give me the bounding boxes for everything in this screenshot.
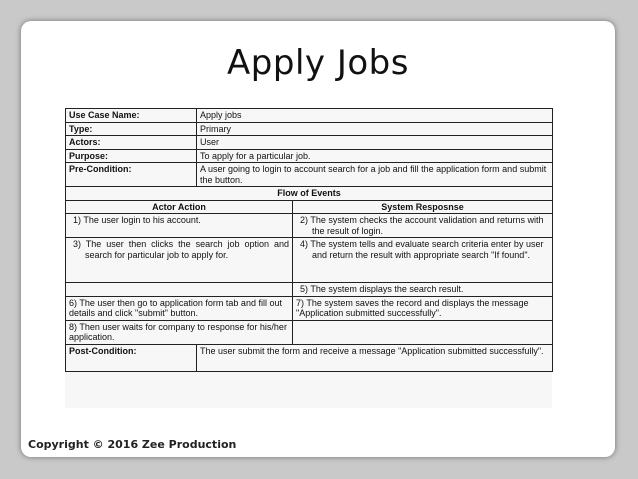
purpose-label: Purpose: xyxy=(66,149,197,163)
system-step-7: 7) The system saves the record and displays the message "Application submitted successfully". xyxy=(293,296,553,320)
slide-title: Apply Jobs xyxy=(227,43,409,83)
postcondition-label: Post-Condition: xyxy=(66,344,197,371)
table-row xyxy=(66,109,553,123)
type-label: Type: xyxy=(66,122,197,136)
actors-label: Actors: xyxy=(66,136,197,150)
use-case-name-value: Apply jobs xyxy=(197,109,553,123)
use-case-name-label: Use Case Name: xyxy=(66,109,197,123)
table-row xyxy=(66,163,553,187)
table-row xyxy=(66,187,553,201)
actor-step-empty xyxy=(66,283,293,297)
copyright-footer: Copyright © 2016 Zee Production xyxy=(28,438,237,451)
actors-value: User xyxy=(197,136,553,150)
actor-action-header: Actor Action xyxy=(66,200,293,214)
table-row xyxy=(66,122,553,136)
system-step-4: 4) The system tells and evaluate search criteria enter by user and return the result with appropriate search "If found". xyxy=(293,238,553,283)
table-row xyxy=(66,238,553,283)
type-value: Primary xyxy=(197,122,553,136)
table-row xyxy=(66,344,553,371)
slide xyxy=(21,21,615,457)
table-row xyxy=(66,136,553,150)
actor-step-6: 6) The user then go to application form tab and fill out details and click "submit" button. xyxy=(66,296,293,320)
postcondition-value: The user submit the form and receive a message "Application submitted successfully". xyxy=(197,344,553,371)
system-step-5: 5) The system displays the search result. xyxy=(293,283,553,297)
use-case-table-image xyxy=(65,108,552,408)
system-step-2: 2) The system checks the account validation and returns with the result of login. xyxy=(293,214,553,238)
use-case-table xyxy=(65,108,553,372)
table-row xyxy=(66,214,553,238)
system-step-empty xyxy=(293,320,553,344)
flow-of-events-header: Flow of Events xyxy=(66,187,553,201)
precondition-label: Pre-Condition: xyxy=(66,163,197,187)
purpose-value: To apply for a particular job. xyxy=(197,149,553,163)
table-row xyxy=(66,320,553,344)
precondition-value: A user going to login to account search for a job and fill the application form and submit the button. xyxy=(197,163,553,187)
table-row xyxy=(66,149,553,163)
table-row xyxy=(66,283,553,297)
actor-step-1: 1) The user login to his account. xyxy=(66,214,293,238)
actor-step-8: 8) Then user waits for company to response for his/her application. xyxy=(66,320,293,344)
table-row xyxy=(66,296,553,320)
system-response-header: System Resposnse xyxy=(293,200,553,214)
actor-step-3: 3) The user then clicks the search job option and search for particular job to apply for. xyxy=(66,238,293,283)
table-row xyxy=(66,200,553,214)
